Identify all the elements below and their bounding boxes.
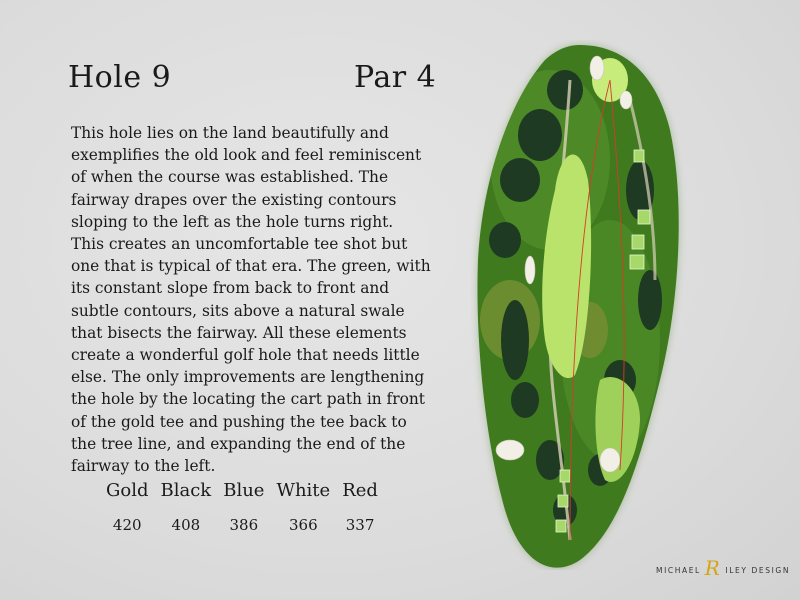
yardages-row	[100, 504, 384, 542]
designer-logo	[656, 557, 790, 581]
tee-white-label: White	[276, 479, 331, 501]
par-label: Par 4	[354, 60, 437, 95]
tee-gold-label: Gold	[106, 479, 149, 501]
tee-names-row	[100, 476, 384, 504]
yardage-black: 408	[171, 516, 201, 534]
yardage-gold: 420	[112, 516, 142, 534]
tee-red-label: Red	[342, 479, 378, 501]
logo-right-text: ILEY DESIGN	[725, 566, 791, 575]
tee-blue-label: Blue	[223, 479, 265, 501]
hole-map-illustration	[470, 40, 690, 570]
hole-title: Hole 9	[68, 60, 172, 95]
hole-description: This hole lies on the land beautifully and exemplifies the old look and feel reminiscent of when the course was established. The fairway drapes over the existing contours sloping to the left as the hole turns right. This creates an uncomfortable tee shot but one that is typical of that era. The green, with its constant slope from back to front and subtle contours, sits above a natural swale that bisects the fairway. All these elements create a wonderful golf hole that needs little else. The only improvements are lengthening the hole by the locating the cart path in front of the gold tee and pushing the tee back to the tree line, and expanding the end of the fairway to the left.	[71, 124, 431, 476]
yardage-table	[100, 476, 384, 542]
logo-left-text: MICHAEL	[656, 566, 701, 575]
logo-mark: R	[704, 556, 722, 580]
yardage-red: 337	[345, 516, 375, 534]
tee-black-label: Black	[160, 479, 212, 501]
yardage-white: 366	[289, 516, 318, 534]
yardage-blue: 386	[229, 516, 259, 534]
